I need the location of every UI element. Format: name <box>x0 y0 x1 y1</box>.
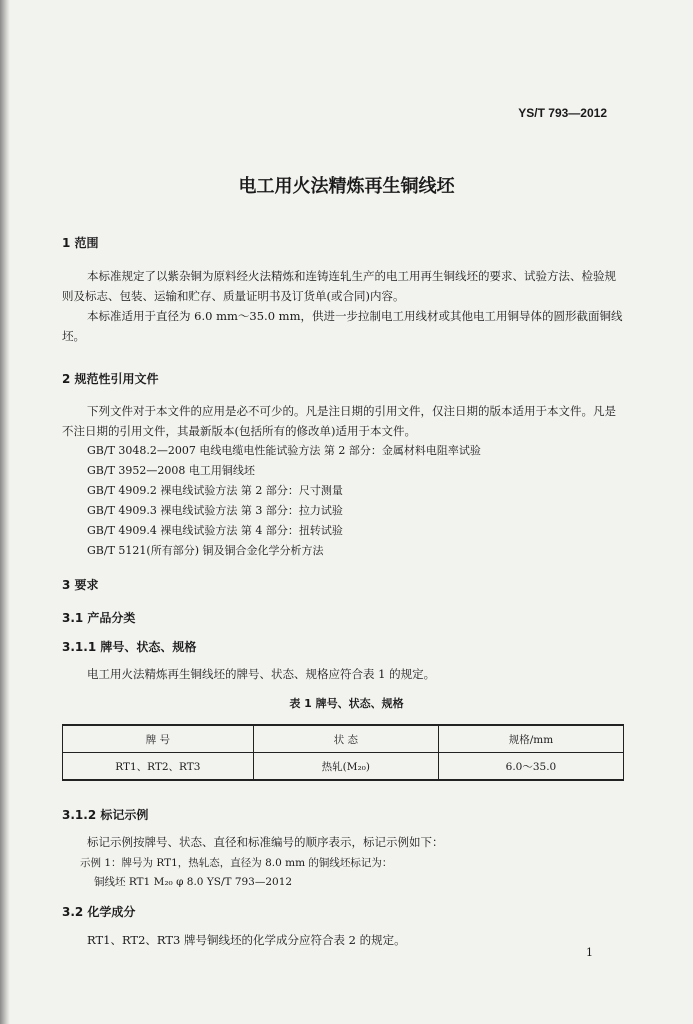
reference-item: GB/T 4909.4 裸电线试验方法 第 4 部分：扭转试验 <box>87 524 343 537</box>
section-3-1-heading: 3.1 产品分类 <box>62 611 136 625</box>
section-3-2-text: RT1、RT2、RT3 牌号铜线坯的化学成分应符合表 2 的规定。 <box>87 933 406 947</box>
table-1 <box>62 724 624 781</box>
table-header-cell: 状 态 <box>253 725 438 753</box>
standard-code: YS/T 793—2012 <box>518 106 607 120</box>
reference-item: GB/T 5121(所有部分) 铜及铜合金化学分析方法 <box>87 544 324 557</box>
table-header-row <box>63 725 624 753</box>
section-1-paragraph-1: 本标准规定了以紫杂铜为原料经火法精炼和连铸连轧生产的电工用再生铜线坯的要求、试验方法、检验规则及标志、包装、运输和贮存、质量证明书及订货单(或合同)内容。 <box>62 269 616 303</box>
table-header-cell: 规格/mm <box>438 725 623 753</box>
section-3-2-heading: 3.2 化学成分 <box>62 905 136 919</box>
reference-list <box>87 441 481 561</box>
reference-item: GB/T 4909.2 裸电线试验方法 第 2 部分：尺寸测量 <box>87 484 343 497</box>
section-1-paragraph-2: 本标准适用于直径为 6.0 mm～35.0 mm，供进一步拉制电工用线材或其他电工用铜导体的圆形截面铜线坯。 <box>62 309 623 343</box>
table-1-caption: 表 1 牌号、状态、规格 <box>289 697 404 710</box>
section-3-1-2-heading: 3.1.2 标记示例 <box>62 808 149 822</box>
section-2-paragraph-1: 下列文件对于本文件的应用是必不可少的。凡是注日期的引用文件，仅注日期的版本适用于本文件。凡是不注日期的引用文件，其最新版本(包括所有的修改单)适用于本文件。 <box>62 404 616 438</box>
section-3-1-2-text: 标记示例按牌号、状态、直径和标准编号的顺序表示，标记示例如下： <box>87 835 444 849</box>
table-cell: 热轧(M₂₀) <box>253 753 438 781</box>
section-3-heading: 3 要求 <box>62 578 99 592</box>
section-3-1-1-text: 电工用火法精炼再生铜线坯的牌号、状态、规格应符合表 1 的规定。 <box>87 667 436 681</box>
scan-edge-shadow <box>0 0 10 1024</box>
example-line: 示例 1：牌号为 RT1，热轧态，直径为 8.0 mm 的铜线坯标记为： <box>80 857 393 869</box>
reference-item: GB/T 3048.2—2007 电线电缆电性能试验方法 第 2 部分：金属材料电阻率试验 <box>87 444 481 457</box>
reference-item: GB/T 3952—2008 电工用铜线坯 <box>87 464 255 477</box>
table-row <box>63 753 624 781</box>
section-2-heading: 2 规范性引用文件 <box>62 372 159 386</box>
document-title: 电工用火法精炼再生铜线坯 <box>238 176 455 197</box>
section-3-1-1-heading: 3.1.1 牌号、状态、规格 <box>62 640 197 654</box>
section-1-heading: 1 范围 <box>62 236 99 250</box>
example-mark: 铜线坯 RT1 M₂₀ φ 8.0 YS/T 793—2012 <box>94 876 293 888</box>
table-header-cell: 牌 号 <box>63 725 254 753</box>
reference-item: GB/T 4909.3 裸电线试验方法 第 3 部分：拉力试验 <box>87 504 343 517</box>
table-cell: RT1、RT2、RT3 <box>63 753 254 781</box>
page-number: 1 <box>586 946 593 959</box>
table-cell: 6.0～35.0 <box>438 753 623 781</box>
